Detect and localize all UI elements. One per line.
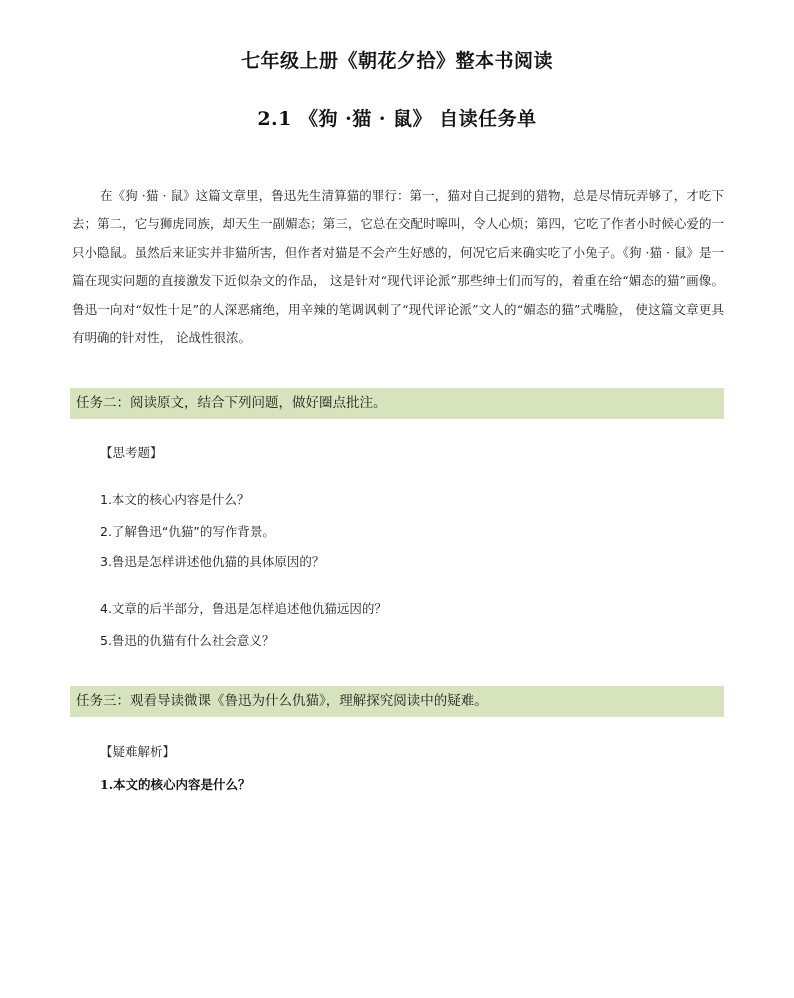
analysis-question-heading: 1.本文的核心内容是什么？ bbox=[100, 777, 251, 792]
document-title: 七年级上册《朝花夕拾》整本书阅读 bbox=[240, 50, 553, 72]
thinking-questions-label: 【思考题】 bbox=[100, 445, 163, 460]
question-item: 1.本文的核心内容是什么？ bbox=[100, 492, 250, 507]
question-item: 4.文章的后半部分，鲁迅是怎样追述他仇猫远因的？ bbox=[100, 601, 387, 616]
question-item: 2.了解鲁迅“仇猫”的写作背景。 bbox=[100, 524, 275, 539]
document-subtitle: 2.1 《狗 ·猫 · 鼠》 自读任务单 bbox=[257, 108, 537, 130]
intro-paragraph: 在《狗 ·猫 · 鼠》这篇文章里，鲁迅先生清算猫的罪行：第一，猫对自己捉到的猎物，总是尽情玩弄够了，才吃下去；第二，它与狮虎同族，却天生一副媚态；第三，它总在交配时嗥叫，令人心烦；第四，它吃了作者小时候心爱的一只小隐鼠。虽然后来证实并非猫所害，但作者对猫是不会产生好感的，何况它后来确实吃了小兔子。《狗 ·猫 · 鼠》是一篇在现实问题的直接激发下近似杂文的作品， 这是针对“现代评论派”那些绅士们而写的，着重在给“媚态的猫”画像。鲁迅一向对“奴性十足”的人深恶痛绝，用辛辣的笔调讽刺了“现代评论派”文人的“媚态的猫”式嘴脸， 使这篇文章更具有明确的针对性， 论战性很浓。 bbox=[72, 188, 724, 346]
difficulty-analysis-label: 【疑难解析】 bbox=[100, 744, 176, 759]
task-two-banner: 任务二：阅读原文，结合下列问题，做好圈点批注。 bbox=[70, 388, 724, 419]
question-item: 3.鲁迅是怎样讲述他仇猫的具体原因的？ bbox=[100, 554, 325, 569]
question-item: 5.鲁迅的仇猫有什么社会意义？ bbox=[100, 633, 275, 648]
task-three-banner: 任务三：观看导读微课《鲁迅为什么仇猫》，理解探究阅读中的疑难。 bbox=[70, 686, 724, 717]
